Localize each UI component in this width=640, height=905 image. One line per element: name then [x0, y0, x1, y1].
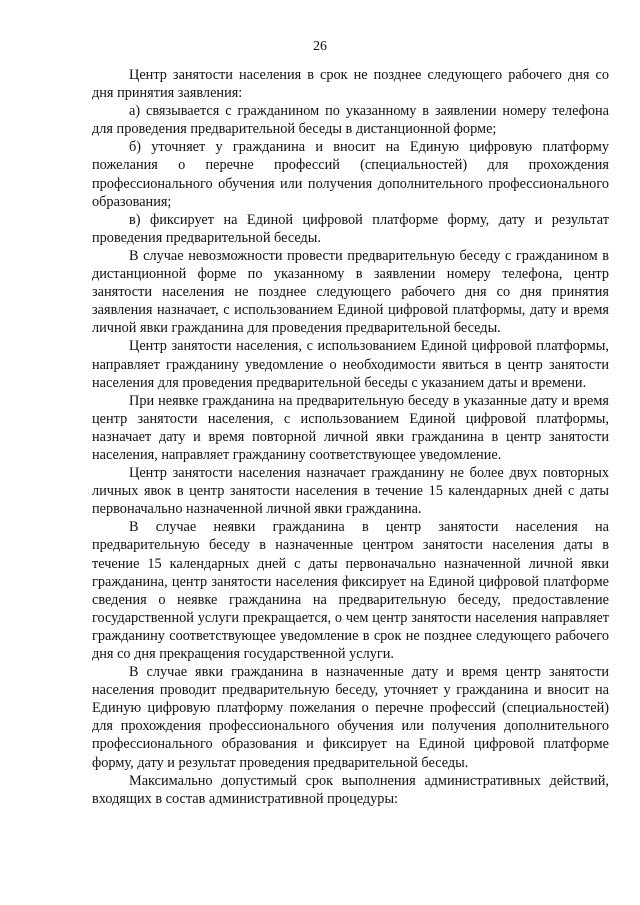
- paragraph-repeat-visits: Центр занятости населения назначает гражданину не более двух повторных личных явок в центр занятости населения в течение 15 календарных дней с даты первоначально назначенной личной явки гражданина.: [92, 465, 609, 518]
- paragraph-no-contact: В случае невозможности провести предварительную беседу с гражданином в дистанционной форме по указанному в заявлении номеру телефона, центр занятости населения не позднее следующего рабочего дня со дня принятия заявления назначает, с использованием Единой цифровой платформы, дату и время личной явки гражданина для проведения предварительной беседы.: [92, 247, 609, 337]
- paragraph-attendance: В случае явки гражданина в назначенные дату и время центр занятости населения проводит предварительную беседу, уточняет у гражданина и вносит на Единую цифровую платформу пожелания о перечне профессий (специальностей) для прохождения профессионального обучения или получения дополнительного профессионального образования и фиксирует на Единой цифровой платформе форму, дату и результат проведения предварительной беседы.: [92, 664, 609, 771]
- paragraph-item-b: б) уточняет у гражданина и вносит на Единую цифровую платформу пожелания о перечне профессий (специальностей) для прохождения профессионального обучения или получения дополнительного профессионального образования;: [92, 139, 609, 210]
- paragraph-intro: Центр занятости населения в срок не позднее следующего рабочего дня со дня принятия заявления:: [92, 67, 609, 102]
- page-number: 26: [313, 39, 327, 54]
- paragraph-max-term: Максимально допустимый срок выполнения административных действий, входящих в состав административной процедуры:: [92, 772, 609, 807]
- paragraph-notification: Центр занятости населения, с использованием Единой цифровой платформы, направляет гражданину уведомление о необходимости явиться в центр занятости населения для проведения предварительной беседы с указанием даты и времени.: [92, 338, 609, 391]
- paragraph-no-show: При неявке гражданина на предварительную беседу в указанные дату и время центр занятости населения, с использованием Единой цифровой платформы, назначает дату и время повторной личной явки гражданина в центр занятости населения, направляет гражданину соответствующее уведомление.: [92, 392, 609, 463]
- paragraph-termination: В случае неявки гражданина в центр занятости населения на предварительную беседу в назначенные центром занятости населения даты в течение 15 календарных дней с даты первоначально назначенной личной явки гражданина, центр занятости населения фиксирует на Единой цифровой платформе сведения о неявке гражданина на предварительную беседу, предоставление государственной услуги прекращается, о чем центр занятости населения направляет гражданину соответствующее уведомление в срок не позднее следующего рабочего дня со дня прекращения государственной услуги.: [92, 519, 609, 662]
- document-body: [92, 66, 609, 808]
- paragraph-item-a: а) связывается с гражданином по указанному в заявлении номеру телефона для проведения предварительной беседы в дистанционной форме;: [92, 103, 609, 138]
- paragraph-item-v: в) фиксирует на Единой цифровой платформе форму, дату и результат проведения предварительной беседы.: [92, 211, 609, 246]
